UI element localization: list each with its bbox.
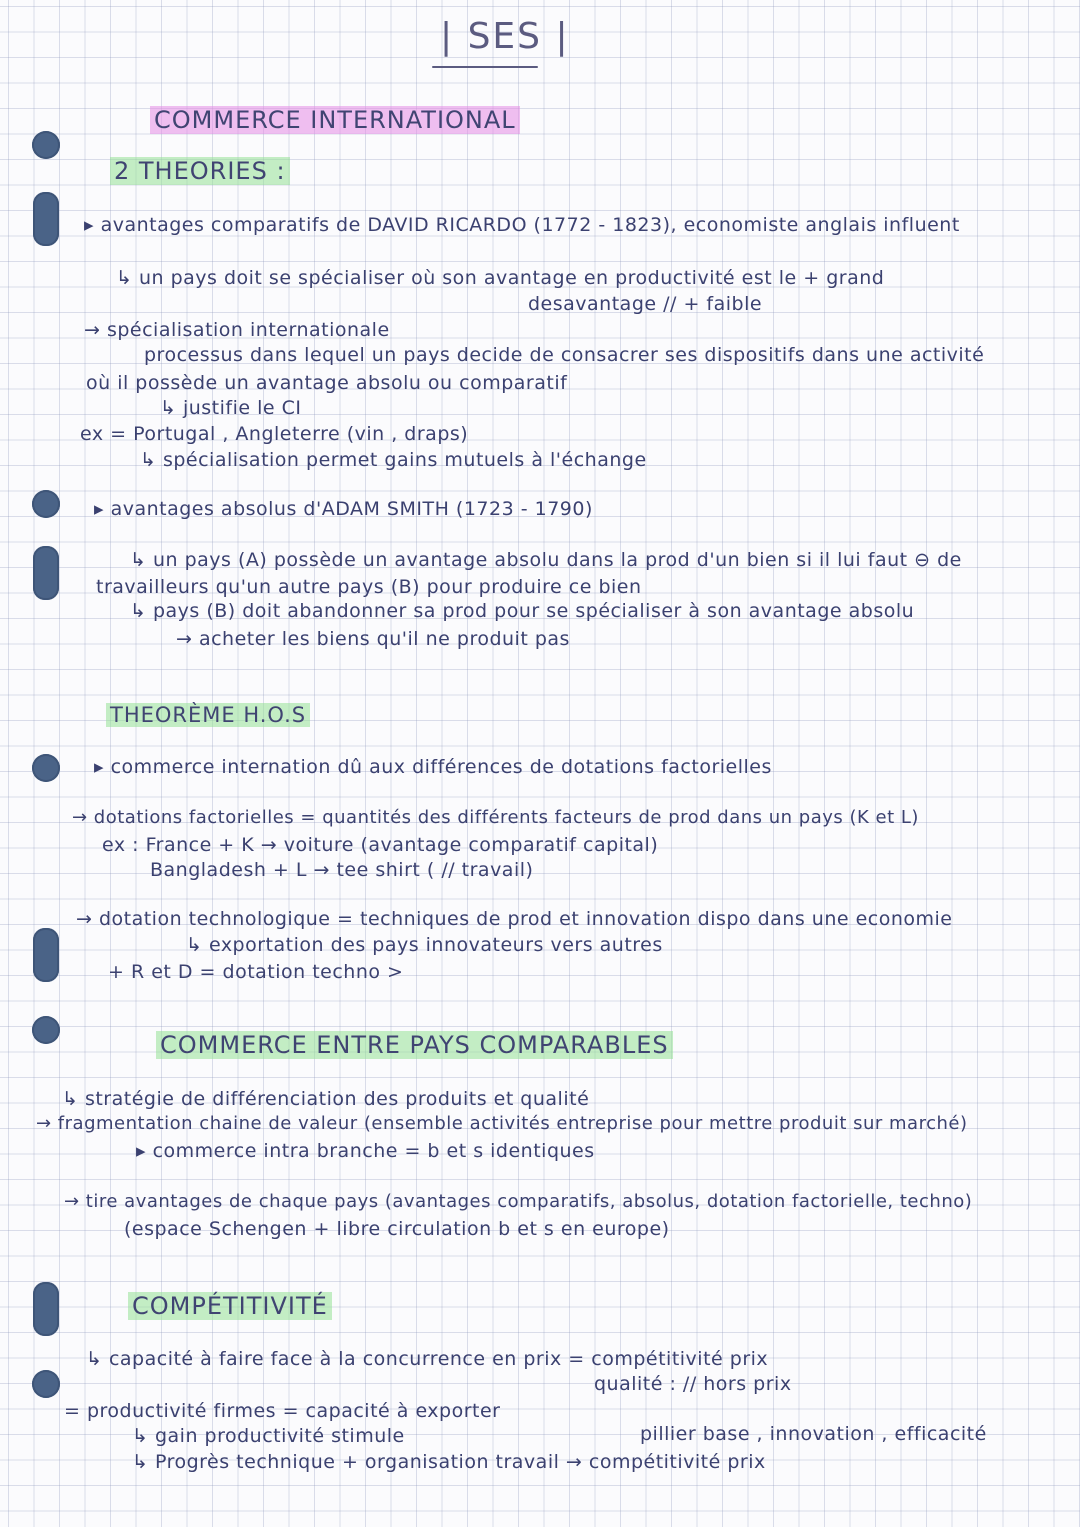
note-line: → dotations factorielles = quantités des différents facteurs de prod dans un pays (K et L)	[72, 807, 919, 828]
title-underline	[432, 66, 538, 68]
binder-hole	[32, 1016, 60, 1044]
note-line: ex = Portugal , Angleterre (vin , draps)	[80, 423, 469, 445]
note-line: + R et D = dotation techno >	[108, 961, 404, 983]
note-line: → dotation technologique = techniques de prod et innovation dispo dans une economie	[76, 908, 953, 930]
page-title: | SES |	[440, 16, 570, 57]
note-line: où il possède un avantage absolu ou comparatif	[86, 372, 568, 394]
note-line: pillier base , innovation , efficacité	[640, 1423, 987, 1445]
binder-hole	[33, 928, 59, 982]
note-line: ↳ Progrès technique + organisation travail → compétitivité prix	[132, 1451, 766, 1473]
note-line: ↳ pays (B) doit abandonner sa prod pour se spécialiser à son avantage absolu	[130, 600, 915, 622]
note-line: (espace Schengen + libre circulation b et s en europe)	[124, 1218, 670, 1240]
note-line: desavantage // + faible	[528, 293, 763, 315]
note-line: → spécialisation internationale	[84, 319, 390, 341]
note-line: ↳ spécialisation permet gains mutuels à l'échange	[140, 449, 647, 471]
binder-hole	[32, 131, 60, 159]
binder-hole	[33, 192, 59, 246]
note-line: ▸ avantages comparatifs de DAVID RICARDO (1772 - 1823), economiste anglais influent	[84, 214, 960, 236]
binder-hole	[32, 490, 60, 518]
note-line: ↳ exportation des pays innovateurs vers autres	[186, 934, 663, 956]
note-line: → acheter les biens qu'il ne produit pas	[176, 628, 570, 650]
section-deux-theories: 2 THEORIES :	[110, 157, 290, 185]
note-line: ▸ commerce internation dû aux différences de dotations factorielles	[94, 756, 772, 778]
note-line: ↳ un pays doit se spécialiser où son avantage en productivité est le + grand	[116, 267, 885, 289]
section-commerce-international: COMMERCE INTERNATIONAL	[150, 106, 520, 134]
binder-hole	[32, 754, 60, 782]
note-line: Bangladesh + L → tee shirt ( // travail)	[150, 859, 534, 881]
note-line: = productivité firmes = capacité à exporter	[64, 1400, 501, 1422]
section-theoreme-hos: THEORÈME H.O.S	[106, 703, 310, 727]
section-competitivite: COMPÉTITIVITÉ	[128, 1292, 332, 1320]
note-line: → fragmentation chaine de valeur (ensemble activités entreprise pour mettre produit sur marché)	[36, 1113, 968, 1134]
binder-hole	[33, 546, 59, 600]
binder-hole	[32, 1370, 60, 1398]
note-line: ↳ gain productivité stimule	[132, 1425, 405, 1447]
note-line: processus dans lequel un pays decide de consacrer ses dispositifs dans une activité	[144, 344, 985, 366]
note-line: → tire avantages de chaque pays (avantages comparatifs, absolus, dotation factorielle, techno)	[64, 1191, 973, 1212]
note-line: ↳ stratégie de différenciation des produits et qualité	[62, 1088, 590, 1110]
note-line: ↳ un pays (A) possède un avantage absolu dans la prod d'un bien si il lui faut ⊖ de	[130, 549, 962, 571]
note-line: ex : France + K → voiture (avantage comparatif capital)	[102, 834, 659, 856]
note-line: travailleurs qu'un autre pays (B) pour produire ce bien	[96, 576, 642, 598]
note-line: qualité : // hors prix	[594, 1373, 792, 1395]
note-line: ↳ capacité à faire face à la concurrence en prix = compétitivité prix	[86, 1348, 769, 1370]
binder-hole	[33, 1282, 59, 1336]
note-line: ↳ justifie le CI	[160, 397, 302, 419]
section-commerce-pays-comparables: COMMERCE ENTRE PAYS COMPARABLES	[156, 1031, 673, 1059]
note-line: ▸ avantages absolus d'ADAM SMITH (1723 - 1790)	[94, 498, 593, 520]
note-line: ▸ commerce intra branche = b et s identiques	[136, 1140, 595, 1162]
